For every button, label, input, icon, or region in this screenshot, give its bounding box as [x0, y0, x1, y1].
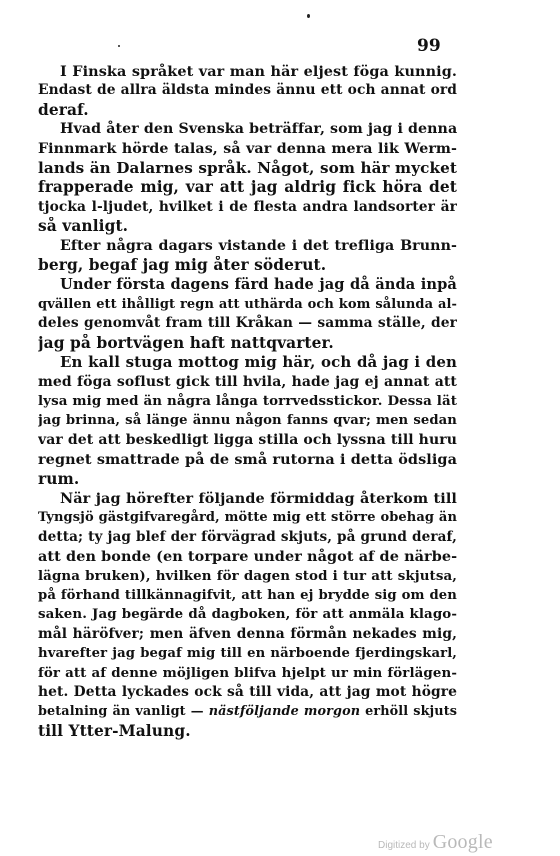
text-line: deles genomvåt fram till Kråkan — samma ställe, der [38, 315, 457, 332]
scan-speck [307, 14, 310, 18]
text-line: var det att beskedligt ligga stilla och lyssna till huru [38, 431, 457, 448]
text-line: hvarefter jag begaf mig till en närboende fjerdingskarl, [38, 646, 457, 662]
text-line: Hvad åter den Svenska beträffar, som jag i denna [60, 121, 457, 138]
text-line: betalning än vanligt — nästföljande morgon erhöll skjuts [38, 704, 457, 720]
text-line: deraf. [38, 100, 89, 119]
text-line: för att af denne möjligen blifva hjelpt ur min förlägen- [38, 664, 457, 681]
watermark-prefix: Digitized by [378, 840, 430, 851]
text-line: jag på bortvägen haft nattqvarter. [38, 333, 334, 352]
text-line: het. Detta lyckades ock så till vida, att jag mot högre [38, 684, 457, 700]
text-line: frapperade mig, var att jag aldrig fick höra det [38, 178, 457, 197]
digitized-by-google-watermark [378, 831, 493, 854]
text-line: saken. Jag begärde då dagboken, för att anmäla klago- [38, 606, 457, 623]
page-number: 99 [417, 36, 441, 56]
text-line: mål häröfver; men äfven denna förmån nekades mig, [38, 625, 457, 642]
text-line: Efter några dagars vistande i det trefliga Brunn- [60, 237, 457, 254]
text-line: En kall stuga mottog mig här, och då jag i den [60, 353, 457, 372]
text-line: tjocka l-ljudet, hvilket i de flesta andra landsorter är [38, 198, 457, 215]
text-line: Under första dagens färd hade jag då ända inpå [60, 276, 457, 294]
text-line: Finnmark hörde talas, så var denna mera lik Werm- [38, 140, 457, 157]
text-line: till Ytter-Malung. [38, 721, 191, 740]
text-line: jag brinna, så länge ännu någon fanns qvar; men sedan [38, 413, 457, 429]
text-line: så vanligt. [38, 217, 129, 236]
text-line: I Finska språket var man här eljest föga kunnig. [60, 63, 457, 80]
text-line: detta; ty jag blef der förvägrad skjuts, på grund deraf, [38, 528, 457, 545]
text-line: Endast de allra äldsta mindes ännu ett och annat ord [38, 82, 457, 99]
text-line: berg, begaf jag mig åter söderut. [38, 256, 327, 275]
text-line: att den bonde (en torpare under något af de närbe- [38, 548, 457, 566]
body-text [38, 62, 457, 741]
text-line: rum. [38, 469, 80, 488]
text-line: lysa mig med än några långa torrvedsstickor. Dessa lät [38, 392, 457, 409]
text-line: qvällen ett ihålligt regn att uthärda och kom sålunda al- [38, 296, 457, 312]
text-line: med föga soflust gick till hvila, hade jag ej annat att [38, 373, 457, 390]
text-line: regnet smattrade på de små rutorna i detta ödsliga [38, 451, 457, 469]
text-line: på förhand tillkännagifvit, att han ej brydde sig om den [38, 587, 457, 603]
scan-speck [118, 45, 120, 47]
emphasized-phrase: nästföljande morgon [208, 704, 361, 720]
text-line: Tyngsjö gästgifvaregård, mötte mig ett större obehag än [38, 510, 457, 526]
google-logo: Google [432, 831, 493, 853]
text-line: lands än Dalarnes språk. Något, som här mycket [38, 159, 457, 178]
text-line: lägna bruken), hvilken för dagen stod i tur att skjutsa, [38, 567, 457, 584]
text-line: När jag hörefter följande förmiddag återkom till [60, 489, 457, 507]
